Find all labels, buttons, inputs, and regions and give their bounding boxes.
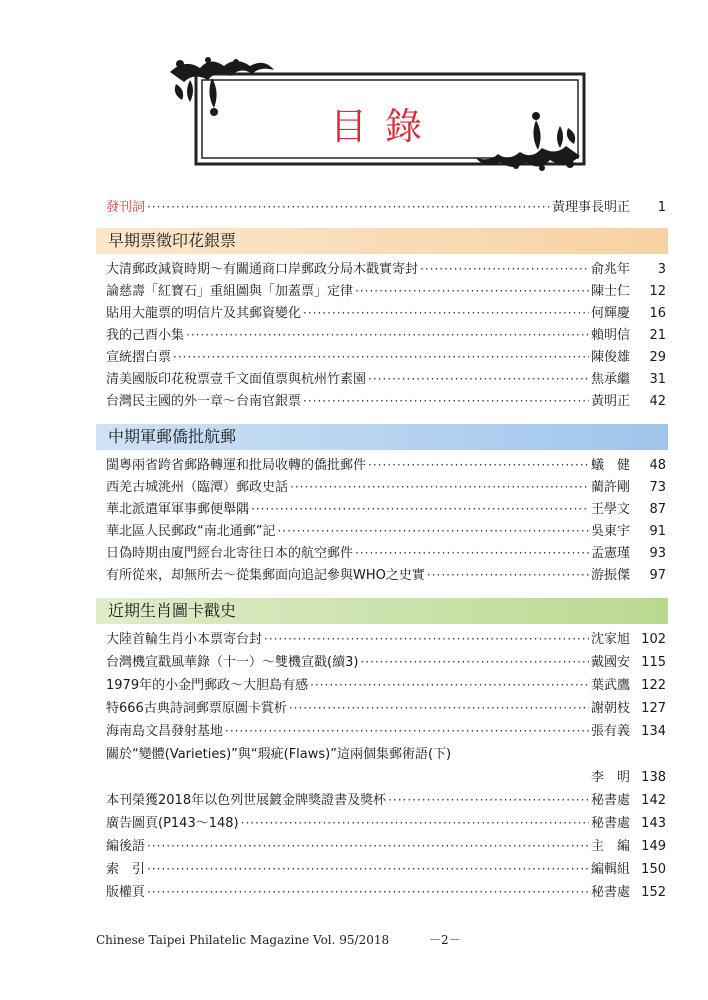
entry-title: 大清郵政減資時期～有關通商口岸郵政分局木戳實寄封 — [106, 262, 419, 277]
entry-page: 149 — [641, 839, 666, 854]
entry-title: 特666古典詩詞郵票原圖卡賞析 — [106, 701, 287, 716]
toc-entry-preface[interactable] — [106, 196, 666, 216]
entry-title: 版權頁 — [106, 885, 146, 900]
entry-title: 華北區人民郵政“南北通郵”記 — [106, 524, 276, 539]
toc-entry[interactable] — [106, 628, 666, 648]
entry-author: 吳東宇 — [590, 524, 630, 539]
entry-title: 論慈壽「紅寶石」重組圖與「加蓋票」定律 — [106, 284, 354, 299]
entry-title: 貼用大龍票的明信片及其郵資變化 — [106, 306, 302, 321]
dot-leader — [225, 724, 589, 738]
dot-leader — [290, 480, 589, 494]
entry-page: 122 — [641, 678, 666, 693]
toc-entry[interactable] — [106, 881, 666, 901]
dot-leader — [264, 632, 589, 646]
toc-entry-wrapped-title[interactable] — [106, 743, 666, 763]
entry-author: 游振傑 — [590, 568, 630, 583]
section-heading-early: 早期票徵印花銀票 — [96, 228, 668, 254]
toc-entry[interactable] — [106, 542, 666, 562]
entry-title: 海南島文昌發射基地 — [106, 724, 224, 739]
entry-title: 閩粵兩省跨省郵路轉運和批局收轉的僑批郵件 — [106, 458, 367, 473]
entry-title: 本刊榮獲2018年以色列世展鍍金牌獎證書及獎杯 — [106, 793, 387, 808]
entry-author: 俞兆年 — [590, 262, 630, 277]
page-footer — [96, 931, 461, 948]
entry-page: 73 — [649, 480, 666, 495]
toc-entry[interactable] — [106, 476, 666, 496]
toc-entry[interactable] — [106, 674, 666, 694]
entry-title: 日偽時期由廈門經台北寄往日本的航空郵件 — [106, 546, 354, 561]
entry-page: 152 — [641, 885, 666, 900]
entry-author: 編輯組 — [590, 862, 630, 877]
section-heading-recent: 近期生肖圖卡戳史 — [96, 598, 668, 624]
dot-leader — [147, 885, 589, 899]
toc-entry[interactable] — [106, 302, 666, 322]
dot-leader — [251, 502, 589, 516]
dot-leader — [427, 568, 589, 582]
entry-page: 127 — [641, 701, 666, 716]
toc-entry[interactable] — [106, 498, 666, 518]
entry-title: 有所從來，却無所去～從集郵面向追記參與WHO之史實 — [106, 568, 425, 583]
entry-page: 91 — [649, 524, 666, 539]
toc-entry[interactable] — [106, 564, 666, 584]
entry-page: 143 — [641, 816, 666, 831]
entry-title: 台灣機宣戳風華錄（十一）～雙機宣戳(續3) — [106, 655, 359, 670]
entry-author: 秘書處 — [590, 885, 630, 900]
entry-page: 16 — [649, 306, 666, 321]
entry-author: 主 編 — [590, 839, 630, 854]
entry-page: 3 — [657, 262, 666, 277]
entry-page: 150 — [641, 862, 666, 877]
dot-leader — [368, 458, 589, 472]
entry-author: 焦承繼 — [590, 372, 630, 387]
entry-page: 93 — [649, 546, 666, 561]
entry-author: 葉武鷹 — [590, 678, 630, 693]
entry-title: 關於“變體(Varieties)”與“瑕疵(Flaws)”這兩個集郵術語(下) — [106, 747, 452, 762]
entry-author: 黃理事長明正 — [551, 200, 630, 215]
dot-leader — [360, 655, 589, 669]
entry-author: 戴國安 — [590, 655, 630, 670]
entry-page: 102 — [641, 632, 666, 647]
entry-title: 宣統摺白票 — [106, 350, 172, 365]
entry-author: 王學文 — [590, 502, 630, 517]
entry-author: 賴明信 — [590, 328, 630, 343]
entry-author: 黃明正 — [590, 394, 630, 409]
toc-entry[interactable] — [106, 454, 666, 474]
entry-title: 發刊詞 — [106, 200, 146, 215]
entry-title: 台灣民主國的外一章～台南官銀票 — [106, 394, 302, 409]
toc-entry[interactable] — [106, 651, 666, 671]
toc-entry[interactable] — [106, 835, 666, 855]
entry-title: 大陸首輪生肖小本票寄台封 — [106, 632, 263, 647]
dot-leader — [289, 701, 589, 715]
dot-leader — [241, 816, 589, 830]
dot-leader — [147, 200, 550, 214]
entry-page: 115 — [641, 655, 666, 670]
page-number: －2－ — [428, 933, 461, 947]
entry-author: 陳士仁 — [590, 284, 630, 299]
entry-author: 何輝慶 — [590, 306, 630, 321]
page-title: 目錄 — [330, 105, 440, 148]
entry-title: 索 引 — [106, 862, 146, 877]
entry-author: 張有義 — [590, 724, 630, 739]
entry-author: 藺許剛 — [590, 480, 630, 495]
entry-page: 1 — [657, 200, 666, 215]
toc-entry[interactable] — [106, 520, 666, 540]
dot-leader — [173, 350, 589, 364]
dot-leader — [368, 372, 589, 386]
entry-author: 孟憲瑾 — [590, 546, 630, 561]
dot-leader — [147, 862, 589, 876]
entry-author: 李 明 — [590, 770, 630, 785]
entry-page: 12 — [649, 284, 666, 299]
entry-title: 廣告圖頁(P143～148) — [106, 816, 239, 831]
section-heading-middle: 中期軍郵僑批航郵 — [96, 424, 668, 450]
entry-author: 秘書處 — [590, 793, 630, 808]
dot-leader — [303, 394, 589, 408]
toc-entry[interactable] — [106, 368, 666, 388]
entry-page: 97 — [649, 568, 666, 583]
toc-entry[interactable] — [106, 280, 666, 300]
dot-leader — [310, 678, 589, 692]
dot-leader — [277, 524, 589, 538]
entry-title: 華北派遣軍軍事郵便舉隅 — [106, 502, 250, 517]
entry-author: 秘書處 — [590, 816, 630, 831]
entry-page: 21 — [649, 328, 666, 343]
entry-page: 42 — [649, 394, 666, 409]
toc-entry[interactable] — [106, 346, 666, 366]
dot-leader — [303, 306, 589, 320]
entry-page: 31 — [649, 372, 666, 387]
toc-entry[interactable] — [106, 720, 666, 740]
entry-title: 我的己酉小集 — [106, 328, 185, 343]
magazine-citation: Chinese Taipei Philatelic Magazine Vol. 95/2018 — [96, 933, 390, 947]
toc-entry[interactable] — [106, 858, 666, 878]
toc-entry[interactable] — [106, 390, 666, 410]
toc-entry[interactable] — [106, 697, 666, 717]
toc-entry[interactable] — [106, 324, 666, 344]
dot-leader — [147, 839, 589, 853]
entry-page: 134 — [641, 724, 666, 739]
dot-leader — [355, 546, 589, 560]
toc-entry-wrapped-author[interactable] — [106, 766, 666, 786]
entry-author: 蟻 健 — [590, 458, 630, 473]
entry-page: 48 — [649, 458, 666, 473]
entry-author: 陳俊雄 — [590, 350, 630, 365]
entry-author: 沈家旭 — [590, 632, 630, 647]
entry-author: 謝朝枝 — [590, 701, 630, 716]
entry-page: 87 — [649, 502, 666, 517]
dot-leader — [355, 284, 589, 298]
dot-leader — [420, 262, 589, 276]
toc-entry[interactable] — [106, 789, 666, 809]
entry-page: 29 — [649, 350, 666, 365]
entry-title: 編後語 — [106, 839, 146, 854]
dot-leader — [186, 328, 589, 342]
dot-leader — [388, 793, 589, 807]
entry-title: 西羌古城洮州（臨潭）郵政史話 — [106, 480, 289, 495]
toc-entry[interactable] — [106, 258, 666, 278]
entry-title: 1979年的小金門郵政～大胆島有感 — [106, 678, 309, 693]
entry-title: 清美國版印花稅票壹千文面值票與杭州竹素園 — [106, 372, 367, 387]
entry-page: 138 — [641, 770, 666, 785]
toc-entry[interactable] — [106, 812, 666, 832]
entry-page: 142 — [641, 793, 666, 808]
